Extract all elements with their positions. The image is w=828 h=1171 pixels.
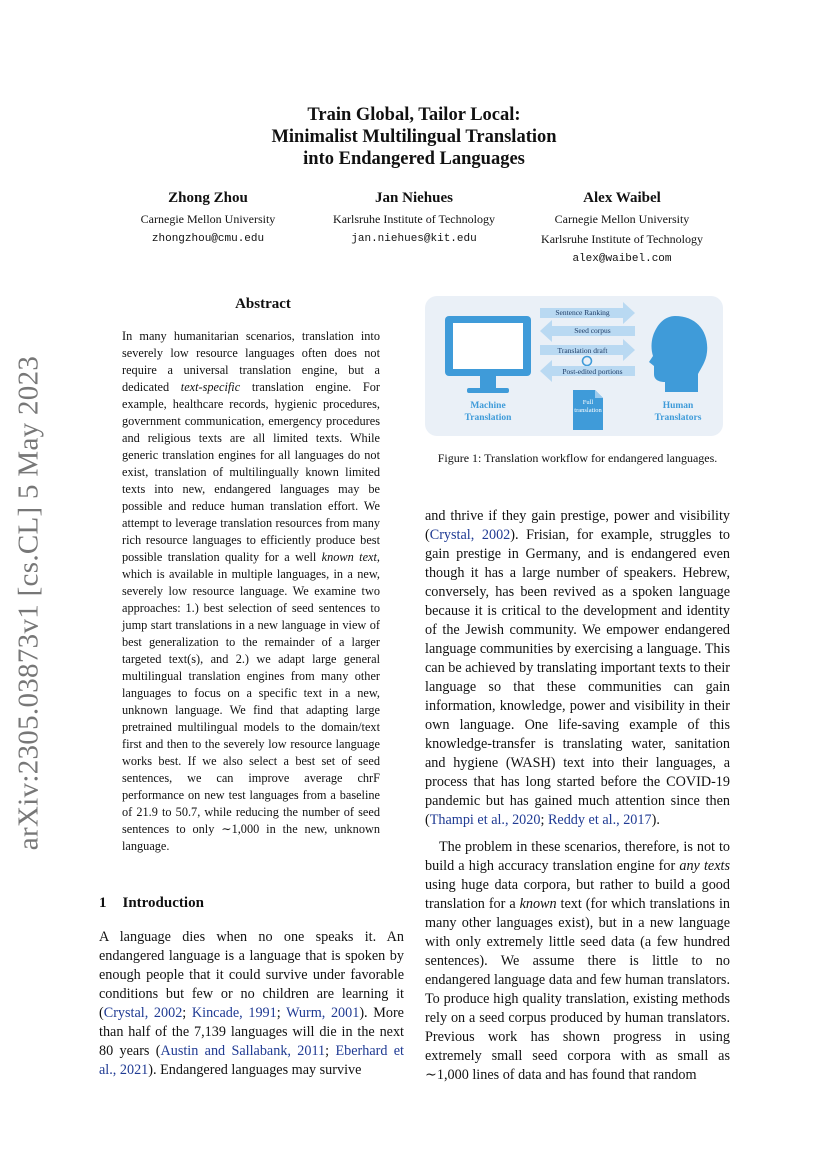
text-run: text (for which translations in many other languages exist), but in a new language with only extremely little seed data (a few hundred sentences). We assume there is little to no endangered language data and few human translators. To produce high quality translation, existing methods rely on a seed corpus produced by human translators. Previous work has shown progress in using extremely small seed corpora with as small as ∼1,000 lines of data and has found that random bbox=[425, 896, 730, 1083]
text-run: ). bbox=[651, 812, 660, 828]
abstract-part: translation engine. For example, healthcare records, hygienic procedures, government communication, emergency procedures and religious texts are all limited texts. While generic translation engines for all languages do not exist, translation of multilingually known limited texts into new, endangered languages may be possible and reduce human translation effort. We attempt to leverage translation resources from many rich resource languages to efficiently produce best possible translation quality for a well bbox=[122, 380, 380, 564]
text-run: ; bbox=[540, 812, 548, 828]
title-line-3: into Endangered Languages bbox=[303, 149, 525, 169]
figure-1 bbox=[425, 296, 723, 436]
title-line-1: Train Global, Tailor Local: bbox=[307, 105, 521, 125]
abstract-emphasis: known text bbox=[321, 550, 377, 564]
author-block-1 bbox=[128, 187, 288, 249]
abstract-emphasis: text-specific bbox=[180, 380, 241, 394]
machine-translation-label bbox=[441, 400, 535, 424]
label-line: translation bbox=[574, 407, 602, 414]
text-run: using huge data corpora, but rather to build a good translation for a bbox=[425, 877, 730, 912]
intro-right-paragraph-1 bbox=[425, 507, 730, 830]
arxiv-stamp bbox=[12, 355, 46, 851]
author-block-3 bbox=[522, 187, 722, 269]
title-line-2: Minimalist Multilingual Translation bbox=[271, 127, 557, 147]
arrow-label: Seed corpus bbox=[574, 326, 611, 335]
human-head-icon bbox=[649, 316, 707, 392]
citation-link[interactable]: Crystal, 2002 bbox=[103, 1005, 183, 1021]
citation-link[interactable]: Austin and Sallabank, 2011 bbox=[160, 1043, 326, 1059]
abstract-text bbox=[122, 328, 380, 855]
citation-link[interactable]: Wurm, 2001 bbox=[286, 1005, 360, 1021]
author-affiliation: Carnegie Mellon University bbox=[554, 212, 690, 226]
author-name: Zhong Zhou bbox=[168, 190, 248, 206]
label-line: Full bbox=[582, 399, 594, 406]
author-email: jan.niehues@kit.edu bbox=[351, 233, 477, 245]
author-affiliation: Karlsruhe Institute of Technology bbox=[541, 232, 703, 246]
text-run: ). More than half of the 7,139 languages will die in the next 80 years ( bbox=[99, 1005, 404, 1059]
text-run: ). Frisian, for example, struggles to gain prestige in Germany, and is endangered even though it has a large number of speakers. Hebrew, conversely, has been revived as a spoken language because it is critical to the development and identity of the Jewish community. We empower endangered language communities by exercising a language. This can be achieved by translating important texts to their language so that these communities can gain information, knowledge, power and visibility in their own language. One life-saving example of this knowledge-transfer is translating water, sanitation and hygiene (WASH) text into their languages, a process that has long started before the COVID-19 pandemic but has gained much attention since then ( bbox=[425, 527, 731, 828]
section-title: Introduction bbox=[122, 895, 204, 911]
refresh-icon bbox=[583, 357, 592, 366]
author-name: Alex Waibel bbox=[583, 190, 661, 206]
intro-left-paragraph bbox=[99, 928, 404, 1080]
label-line: Translators bbox=[654, 413, 702, 423]
author-affiliation: Karlsruhe Institute of Technology bbox=[333, 212, 495, 226]
paper-title bbox=[0, 104, 828, 170]
arrow-label: Sentence Ranking bbox=[555, 308, 610, 317]
arrow-label: Translation draft bbox=[557, 346, 608, 355]
arrow-label: Post-edited portions bbox=[562, 367, 623, 376]
text-run: A language dies when no one speaks it. An endangered language is a language that is spoken by enough people that it could survive under favorable conditions but few or no children are learning it ( bbox=[99, 929, 404, 1021]
author-affiliation: Carnegie Mellon University bbox=[140, 212, 276, 226]
label-line: Human bbox=[662, 401, 694, 411]
section-number: 1 bbox=[99, 895, 107, 911]
human-translators-label bbox=[633, 400, 723, 424]
intro-right-column bbox=[425, 507, 730, 1085]
text-emphasis: known bbox=[519, 896, 557, 912]
text-run: ; bbox=[182, 1005, 192, 1021]
section-heading-introduction bbox=[99, 895, 204, 912]
citation-link[interactable]: Thampi et al., 2020 bbox=[429, 812, 541, 828]
text-run: The problem in these scenarios, therefore, is not to build a high accuracy translation engine for bbox=[425, 839, 730, 874]
author-email: alex@waibel.com bbox=[572, 253, 672, 265]
author-email: zhongzhou@cmu.edu bbox=[151, 233, 265, 245]
citation-link[interactable]: Kincade, 1991 bbox=[191, 1005, 277, 1021]
full-translation-label bbox=[567, 399, 609, 415]
label-line: Machine bbox=[470, 401, 506, 411]
label-line: Translation bbox=[464, 413, 512, 423]
citation-link[interactable]: Reddy et al., 2017 bbox=[547, 812, 652, 828]
intro-right-paragraph-2 bbox=[425, 838, 730, 1085]
arxiv-id: arXiv:2305.03873v1 [cs.CL] 5 May 2023 bbox=[12, 355, 45, 851]
abstract-part: In many humanitarian scenarios, translation into severely low resource languages often does not require a universal translation engine, but a dedicated bbox=[122, 329, 380, 394]
abstract-part: , which is available in multiple languages, in a new, severely low resource language. We examine two approaches: 1.) best selection of seed sentences to jump start translations in a new language in view of best generalization to the remainder of a larger targeted text(s), and 2.) we adapt large general multilingual translation engines from many other languages to focus on a specific text in a new, unknown language. We find that adapting large pretrained multilingual models to the domain/text first and then to the severely low resource language works best. If we also select a best set of seed sentences, we can improve average chrF performance on new test languages from a baseline of 21.9 to 50.7, while reducing the number of seed sentences to only ∼1,000 in the new, unknown language. bbox=[122, 550, 380, 853]
figure-caption: Figure 1: Translation workflow for endangered languages. bbox=[437, 451, 718, 465]
author-block-2 bbox=[314, 187, 514, 249]
text-run: ; bbox=[325, 1043, 336, 1059]
text-run: and thrive if they gain prestige, power and visibility ( bbox=[425, 508, 730, 543]
author-name: Jan Niehues bbox=[375, 190, 453, 206]
text-run: ; bbox=[276, 1005, 287, 1021]
citation-link[interactable]: Eberhard et al., 2021 bbox=[99, 1043, 404, 1078]
monitor-icon bbox=[445, 316, 531, 393]
text-run: ). Endangered languages may survive bbox=[148, 1062, 362, 1078]
text-emphasis: any texts bbox=[679, 858, 730, 874]
abstract-heading: Abstract bbox=[235, 296, 291, 312]
citation-link[interactable]: Crystal, 2002 bbox=[429, 527, 511, 543]
